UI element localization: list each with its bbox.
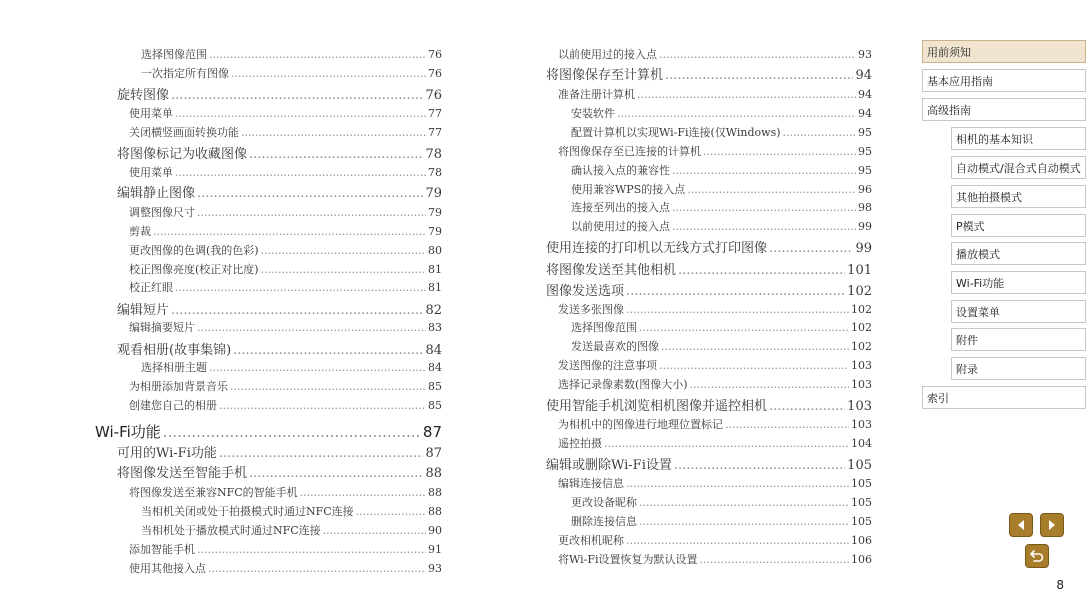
dot-leader bbox=[639, 516, 849, 527]
dot-leader bbox=[249, 467, 423, 480]
toc-entry-label: 创建您自己的相册 bbox=[129, 399, 217, 412]
toc-entry[interactable] bbox=[129, 322, 442, 333]
toc-entry[interactable] bbox=[141, 506, 442, 517]
toc-entry-label: Wi-Fi功能 bbox=[95, 423, 161, 441]
dot-leader bbox=[153, 226, 426, 237]
toc-entry-page: 105 bbox=[851, 496, 872, 509]
dot-leader bbox=[209, 49, 426, 60]
toc-entry-page: 77 bbox=[428, 107, 442, 120]
toc-entry-page: 95 bbox=[858, 164, 872, 177]
dot-leader bbox=[783, 127, 856, 138]
toc-entry[interactable] bbox=[558, 89, 872, 100]
toc-entry[interactable] bbox=[117, 89, 442, 102]
toc-entry-page: 78 bbox=[428, 166, 442, 179]
toc-entry-label: 使用菜单 bbox=[129, 107, 173, 120]
dot-leader bbox=[163, 425, 421, 440]
toc-entry[interactable] bbox=[571, 184, 872, 195]
dot-leader bbox=[249, 148, 423, 161]
nav-item-label: Wi-Fi功能 bbox=[956, 276, 1005, 290]
toc-entry-label: 一次指定所有图像 bbox=[141, 67, 229, 80]
toc-entry-page: 93 bbox=[858, 48, 872, 61]
dot-leader bbox=[208, 563, 426, 574]
toc-entry[interactable] bbox=[141, 362, 442, 373]
nav-item-label: 其他拍摄模式 bbox=[956, 190, 1022, 204]
toc-entry-label: 选择相册主题 bbox=[141, 361, 207, 374]
toc-entry-label: 调整图像尺寸 bbox=[129, 206, 195, 219]
toc-entry-label: 安装软件 bbox=[571, 107, 615, 120]
dot-leader bbox=[639, 322, 849, 333]
toc-entry-label: 编辑短片 bbox=[117, 303, 170, 318]
dot-leader bbox=[674, 459, 845, 472]
toc-entry-page: 83 bbox=[428, 321, 442, 334]
toc-entry[interactable] bbox=[571, 127, 872, 138]
toc-entry-page: 88 bbox=[428, 505, 442, 518]
dot-leader bbox=[197, 187, 423, 200]
triangle-left-icon bbox=[1015, 519, 1027, 531]
toc-entry-label: 发送最喜欢的图像 bbox=[571, 340, 659, 353]
toc-entry[interactable] bbox=[546, 459, 872, 472]
nav-item-label: 播放模式 bbox=[956, 247, 1000, 261]
toc-entry-page: 85 bbox=[428, 399, 442, 412]
toc-entry-page: 77 bbox=[428, 126, 442, 139]
toc-entry[interactable] bbox=[558, 554, 872, 565]
nav-item[interactable] bbox=[951, 271, 1086, 294]
dot-leader bbox=[626, 304, 849, 315]
toc-entry[interactable] bbox=[117, 148, 442, 161]
toc-entry-label: 将图像发送至智能手机 bbox=[117, 466, 248, 481]
dot-leader bbox=[175, 167, 426, 178]
toc-entry-label: 以前使用过的接入点 bbox=[571, 220, 670, 233]
dot-leader bbox=[323, 525, 426, 536]
toc-entry-page: 88 bbox=[428, 486, 442, 499]
dot-leader bbox=[725, 419, 849, 430]
dot-leader bbox=[626, 285, 845, 298]
toc-entry-page: 103 bbox=[851, 418, 872, 431]
toc-entry-page: 84 bbox=[428, 361, 442, 374]
toc-entry-page: 90 bbox=[428, 524, 442, 537]
toc-entry-page: 105 bbox=[851, 515, 872, 528]
nav-item-label: 基本应用指南 bbox=[927, 74, 993, 88]
toc-entry-page: 84 bbox=[425, 343, 442, 358]
toc-entry[interactable] bbox=[129, 264, 442, 275]
toc-entry-label: 发送多张图像 bbox=[558, 303, 624, 316]
toc-entry-page: 103 bbox=[851, 359, 872, 372]
nav-item[interactable] bbox=[951, 300, 1086, 323]
page-number: 8 bbox=[1056, 578, 1064, 592]
toc-entry-label: 将图像保存至计算机 bbox=[546, 68, 664, 83]
dot-leader bbox=[231, 68, 426, 79]
dot-leader bbox=[197, 322, 426, 333]
dot-leader bbox=[703, 146, 856, 157]
toc-entry-label: 更改图像的色调(我的色彩) bbox=[129, 244, 259, 257]
toc-entry[interactable] bbox=[129, 245, 442, 256]
toc-entry-label: 选择记录像素数(图像大小) bbox=[558, 378, 688, 391]
toc-entry-page: 101 bbox=[847, 263, 872, 278]
toc-entry[interactable] bbox=[571, 165, 872, 176]
toc-entry-page: 99 bbox=[855, 241, 872, 256]
dot-leader bbox=[197, 544, 426, 555]
toc-entry-label: 使用兼容WPS的接入点 bbox=[571, 183, 686, 196]
nav-item[interactable] bbox=[951, 242, 1086, 265]
dot-leader bbox=[209, 362, 426, 373]
toc-entry-label: 观看相册(故事集锦) bbox=[117, 343, 232, 358]
toc-entry[interactable] bbox=[571, 108, 872, 119]
dot-leader bbox=[197, 207, 426, 218]
toc-entry[interactable] bbox=[558, 478, 872, 489]
toc-entry-page: 94 bbox=[858, 107, 872, 120]
toc-entry-page: 102 bbox=[851, 340, 872, 353]
toc-entry-label: 删除连接信息 bbox=[571, 515, 637, 528]
nav-item[interactable] bbox=[922, 98, 1086, 121]
return-arrow-icon bbox=[1029, 549, 1045, 563]
toc-entry-label: 使用其他接入点 bbox=[129, 562, 206, 575]
dot-leader bbox=[241, 127, 426, 138]
toc-entry-label: 确认接入点的兼容性 bbox=[571, 164, 670, 177]
toc-entry-page: 103 bbox=[847, 399, 872, 414]
toc-entry-label: 配置计算机以实现Wi-Fi连接(仅Windows) bbox=[571, 126, 781, 139]
toc-entry-label: 将Wi-Fi设置恢复为默认设置 bbox=[558, 553, 698, 566]
nav-item[interactable] bbox=[951, 185, 1086, 208]
dot-leader bbox=[678, 264, 845, 277]
toc-entry-label: 可用的Wi-Fi功能 bbox=[117, 446, 217, 461]
nav-item-label: 设置菜单 bbox=[956, 305, 1000, 319]
toc-entry[interactable] bbox=[117, 187, 442, 200]
toc-entry-page: 104 bbox=[851, 437, 872, 450]
toc-entry-label: 选择图像范围 bbox=[141, 48, 207, 61]
toc-entry-page: 102 bbox=[847, 284, 872, 299]
toc-entry-label: 更改相机昵称 bbox=[558, 534, 624, 547]
toc-entry-label: 图像发送选项 bbox=[546, 284, 625, 299]
toc-entry-label: 为相机中的图像进行地理位置标记 bbox=[558, 418, 723, 431]
toc-entry-label: 以前使用过的接入点 bbox=[558, 48, 657, 61]
nav-item-label: 用前须知 bbox=[927, 45, 971, 59]
toc-entry-page: 88 bbox=[425, 466, 442, 481]
toc-entry-page: 105 bbox=[851, 477, 872, 490]
dot-leader bbox=[626, 535, 849, 546]
toc-entry[interactable] bbox=[117, 467, 442, 480]
toc-entry-page: 79 bbox=[428, 206, 442, 219]
dot-leader bbox=[769, 400, 845, 413]
dot-leader bbox=[769, 242, 853, 255]
toc-entry[interactable] bbox=[141, 525, 442, 536]
toc-entry-label: 为相册添加背景音乐 bbox=[129, 380, 228, 393]
toc-entry[interactable] bbox=[141, 68, 442, 79]
dot-leader bbox=[672, 202, 856, 213]
toc-entry-page: 87 bbox=[425, 446, 442, 461]
toc-entry[interactable] bbox=[558, 304, 872, 315]
toc-entry[interactable] bbox=[546, 69, 872, 82]
toc-entry-label: 将图像发送至其他相机 bbox=[546, 263, 677, 278]
toc-entry-page: 81 bbox=[428, 263, 442, 276]
toc-entry-page: 105 bbox=[847, 458, 872, 473]
toc-entry[interactable] bbox=[129, 108, 442, 119]
toc-entry-page: 94 bbox=[858, 88, 872, 101]
toc-entry-page: 76 bbox=[428, 48, 442, 61]
nav-item[interactable] bbox=[951, 214, 1086, 237]
dot-leader bbox=[356, 506, 426, 517]
toc-entry-page: 106 bbox=[851, 534, 872, 547]
nav-item[interactable] bbox=[951, 156, 1086, 179]
toc-entry-label: 将图像发送至兼容NFC的智能手机 bbox=[129, 486, 298, 499]
dot-leader bbox=[219, 400, 426, 411]
toc-entry[interactable] bbox=[571, 202, 872, 213]
toc-entry[interactable] bbox=[558, 535, 872, 546]
toc-entry-page: 98 bbox=[858, 201, 872, 214]
toc-entry[interactable] bbox=[117, 447, 442, 460]
toc-entry[interactable] bbox=[571, 497, 872, 508]
dot-leader bbox=[661, 341, 849, 352]
toc-entry[interactable] bbox=[129, 127, 442, 138]
dot-leader bbox=[300, 487, 426, 498]
nav-item[interactable] bbox=[922, 69, 1086, 92]
next-page-button[interactable] bbox=[1040, 513, 1064, 537]
toc-entry-label: 剪裁 bbox=[129, 225, 151, 238]
toc-entry[interactable] bbox=[129, 381, 442, 392]
toc-entry-label: 编辑静止图像 bbox=[117, 186, 196, 201]
nav-item-label: 附件 bbox=[956, 333, 978, 347]
nav-item[interactable] bbox=[922, 386, 1086, 409]
dot-leader bbox=[171, 304, 423, 317]
nav-item[interactable] bbox=[922, 40, 1086, 63]
prev-page-button[interactable] bbox=[1009, 513, 1033, 537]
toc-entry[interactable] bbox=[546, 400, 872, 413]
toc-entry-page: 94 bbox=[855, 68, 872, 83]
toc-entry-label: 使用连接的打印机以无线方式打印图像 bbox=[546, 241, 768, 256]
toc-entry-label: 发送图像的注意事项 bbox=[558, 359, 657, 372]
toc-entry-page: 76 bbox=[425, 88, 442, 103]
toc-entry-page: 79 bbox=[425, 186, 442, 201]
toc-entry[interactable] bbox=[129, 207, 442, 218]
toc-entry-label: 将图像保存至已连接的计算机 bbox=[558, 145, 701, 158]
toc-entry-page: 93 bbox=[428, 562, 442, 575]
toc-entry-page: 76 bbox=[428, 67, 442, 80]
nav-item[interactable] bbox=[951, 127, 1086, 150]
toc-entry[interactable] bbox=[129, 544, 442, 555]
toc-entry-label: 准备注册计算机 bbox=[558, 88, 635, 101]
toc-entry[interactable] bbox=[558, 379, 872, 390]
dot-leader bbox=[604, 438, 849, 449]
toc-entry-page: 103 bbox=[851, 378, 872, 391]
toc-entry-page: 106 bbox=[851, 553, 872, 566]
toc-entry[interactable] bbox=[558, 419, 872, 430]
toc-entry[interactable] bbox=[141, 49, 442, 60]
toc-entry[interactable] bbox=[129, 226, 442, 237]
toc-entry[interactable] bbox=[558, 146, 872, 157]
toc-entry[interactable] bbox=[546, 285, 872, 298]
toc-entry-label: 添加智能手机 bbox=[129, 543, 195, 556]
dot-leader bbox=[261, 245, 426, 256]
dot-leader bbox=[171, 89, 423, 102]
nav-item[interactable] bbox=[951, 357, 1086, 380]
toc-entry[interactable] bbox=[129, 282, 442, 293]
toc-entry-label: 校正图像亮度(校正对比度) bbox=[129, 263, 259, 276]
dot-leader bbox=[637, 89, 856, 100]
nav-item-label: 附录 bbox=[956, 362, 978, 376]
dot-leader bbox=[659, 49, 856, 60]
toc-entry[interactable] bbox=[571, 516, 872, 527]
toc-entry-page: 99 bbox=[858, 220, 872, 233]
toc-entry-label: 当相机关闭或处于拍摄模式时通过NFC连接 bbox=[141, 505, 354, 518]
toc-entry[interactable] bbox=[546, 242, 872, 255]
toc-entry[interactable] bbox=[117, 344, 442, 357]
dot-leader bbox=[690, 379, 849, 390]
toc-entry-label: 使用智能手机浏览相机图像并遥控相机 bbox=[546, 399, 768, 414]
toc-entry-page: 95 bbox=[858, 126, 872, 139]
toc-entry-label: 更改设备昵称 bbox=[571, 496, 637, 509]
toc-entry-label: 连接至列出的接入点 bbox=[571, 201, 670, 214]
toc-entry-page: 85 bbox=[428, 380, 442, 393]
toc-entry-label: 使用菜单 bbox=[129, 166, 173, 179]
toc-entry-page: 80 bbox=[428, 244, 442, 257]
dot-leader bbox=[233, 344, 423, 357]
toc-entry[interactable] bbox=[571, 322, 872, 333]
toc-entry-label: 关闭横竖画面转换功能 bbox=[129, 126, 239, 139]
nav-item-label: P模式 bbox=[956, 219, 985, 233]
dot-leader bbox=[672, 221, 856, 232]
toc-entry-page: 87 bbox=[422, 423, 442, 441]
toc-entry[interactable] bbox=[546, 264, 872, 277]
dot-leader bbox=[219, 447, 424, 460]
toc-entry[interactable] bbox=[129, 563, 442, 574]
triangle-right-icon bbox=[1046, 519, 1058, 531]
toc-entry[interactable] bbox=[571, 341, 872, 352]
toc-entry-page: 79 bbox=[428, 225, 442, 238]
toc-entry-page: 96 bbox=[858, 183, 872, 196]
toc-entry[interactable] bbox=[129, 400, 442, 411]
toc-entry-label: 编辑摘要短片 bbox=[129, 321, 195, 334]
toc-entry[interactable] bbox=[95, 425, 442, 440]
toc-entry-page: 95 bbox=[858, 145, 872, 158]
dot-leader bbox=[687, 184, 856, 195]
nav-item-label: 索引 bbox=[927, 391, 949, 405]
dot-leader bbox=[665, 69, 853, 82]
toc-entry-label: 当相机处于播放模式时通过NFC连接 bbox=[141, 524, 321, 537]
dot-leader bbox=[659, 360, 849, 371]
dot-leader bbox=[230, 381, 426, 392]
dot-leader bbox=[700, 554, 850, 565]
toc-entry-page: 82 bbox=[425, 303, 442, 318]
dot-leader bbox=[626, 478, 849, 489]
dot-leader bbox=[639, 497, 849, 508]
toc-entry-page: 102 bbox=[851, 321, 872, 334]
dot-leader bbox=[261, 264, 426, 275]
toc-entry[interactable] bbox=[129, 167, 442, 178]
toc-entry-label: 旋转图像 bbox=[117, 88, 170, 103]
back-button[interactable] bbox=[1025, 544, 1049, 568]
dot-leader bbox=[617, 108, 856, 119]
dot-leader bbox=[175, 282, 426, 293]
toc-entry-label: 遥控拍摄 bbox=[558, 437, 602, 450]
toc-entry-page: 91 bbox=[428, 543, 442, 556]
toc-entry[interactable] bbox=[129, 487, 442, 498]
toc-entry-page: 102 bbox=[851, 303, 872, 316]
toc-entry[interactable] bbox=[571, 221, 872, 232]
toc-entry[interactable] bbox=[117, 304, 442, 317]
dot-leader bbox=[175, 108, 426, 119]
toc-entry[interactable] bbox=[558, 49, 872, 60]
nav-item-label: 高级指南 bbox=[927, 103, 971, 117]
nav-item[interactable] bbox=[951, 328, 1086, 351]
toc-entry-label: 编辑连接信息 bbox=[558, 477, 624, 490]
toc-entry-label: 校正红眼 bbox=[129, 281, 173, 294]
dot-leader bbox=[672, 165, 856, 176]
nav-item-label: 自动模式/混合式自动模式 bbox=[956, 161, 1081, 175]
toc-entry[interactable] bbox=[558, 360, 872, 371]
toc-entry-label: 选择图像范围 bbox=[571, 321, 637, 334]
toc-entry-page: 78 bbox=[425, 147, 442, 162]
toc-entry-label: 将图像标记为收藏图像 bbox=[117, 147, 248, 162]
toc-entry[interactable] bbox=[558, 438, 872, 449]
toc-entry-label: 编辑或删除Wi-Fi设置 bbox=[546, 458, 672, 473]
nav-item-label: 相机的基本知识 bbox=[956, 132, 1033, 146]
toc-entry-page: 81 bbox=[428, 281, 442, 294]
